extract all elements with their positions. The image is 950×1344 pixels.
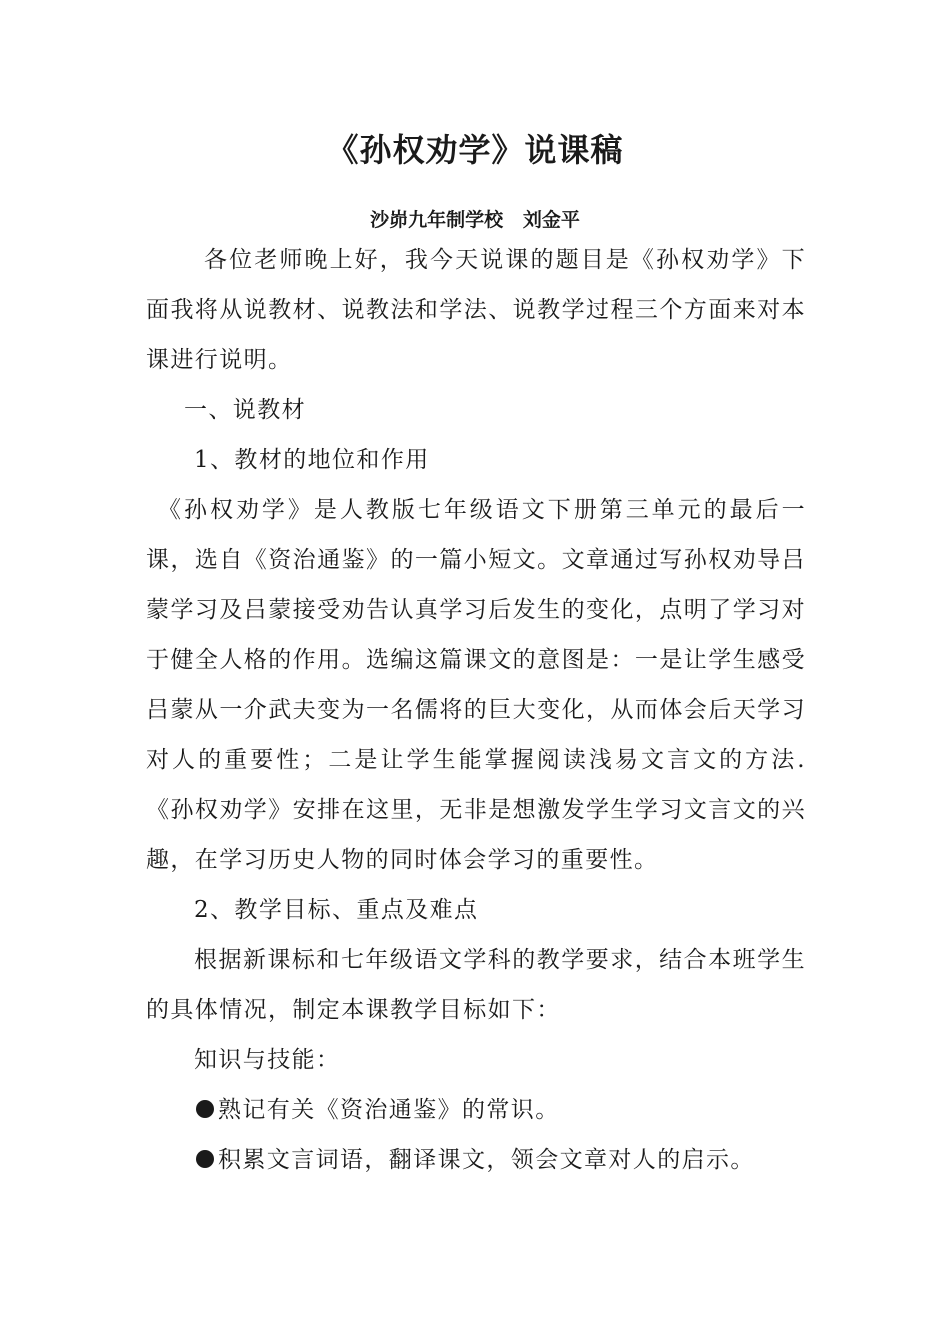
- list-item: [146, 1135, 806, 1185]
- document-body: [146, 235, 806, 1185]
- subheading-role: 1、教材的地位和作用: [194, 447, 430, 473]
- bullet-icon: [196, 1150, 214, 1168]
- list-item-text: 积累文言词语，翻译课文，领会文章对人的启示。: [218, 1147, 755, 1173]
- document-author: 沙峁九年制学校 刘金平: [370, 209, 580, 231]
- intro-paragraph: 各位老师晚上好，我今天说课的题目是《孙权劝学》下面我将从说教材、说教法和学法、说教学过程三个方面来对本课进行说明。: [146, 247, 806, 373]
- list-item: [146, 1085, 806, 1135]
- bullet-icon: [196, 1100, 214, 1118]
- knowledge-skills-label: 知识与技能：: [194, 1047, 341, 1073]
- subheading-objectives: 2、教学目标、重点及难点: [194, 897, 479, 923]
- role-paragraph: 《孙权劝学》是人教版七年级语文下册第三单元的最后一课，选自《资治通鉴》的一篇小短文。文章通过写孙权劝导吕蒙学习及吕蒙接受劝告认真学习后发生的变化，点明了学习对于健全人格的作用。选编这篇课文的意图是：一是让学生感受吕蒙从一介武夫变为一名儒将的巨大变化，从而体会后天学习对人的重要性；二是让学生能掌握阅读浅易文言文的方法.《孙权劝学》安排在这里，无非是想激发学生学习文言文的兴趣，在学习历史人物的同时体会学习的重要性。: [146, 497, 806, 873]
- section-heading-textbook: 一、说教材: [184, 397, 306, 423]
- list-item-text: 熟记有关《资治通鉴》的常识。: [218, 1097, 560, 1123]
- document-title: 《孙权劝学》说课稿: [326, 131, 624, 169]
- objectives-paragraph: 根据新课标和七年级语文学科的教学要求，结合本班学生的具体情况，制定本课教学目标如下：: [146, 947, 806, 1023]
